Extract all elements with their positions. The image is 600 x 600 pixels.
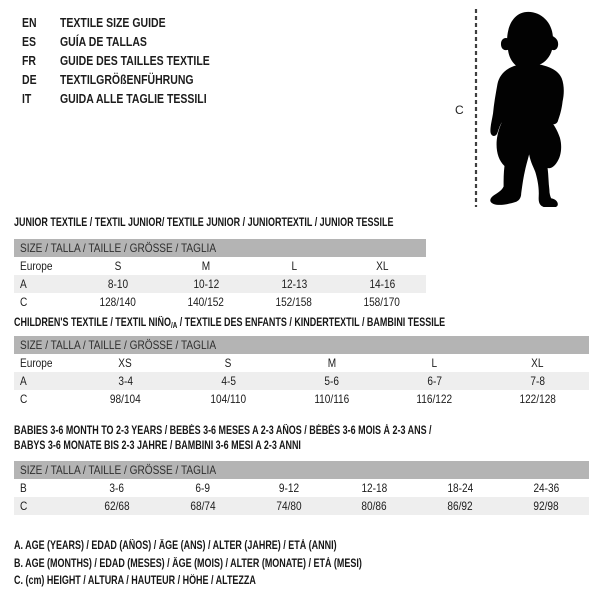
value-cell-text: 3-4 [118, 374, 133, 388]
value-cell-text: 80/86 [361, 499, 388, 513]
row-label [14, 497, 74, 515]
language-code [22, 92, 60, 106]
height-measure-figure [450, 0, 600, 215]
language-code [22, 54, 60, 68]
language-row-de [22, 70, 238, 89]
value-cell-text: 12-18 [361, 481, 388, 495]
language-code-text: EN [22, 15, 37, 30]
row-label [14, 293, 74, 311]
size-cell-text: S [114, 259, 122, 273]
size-cell [486, 354, 589, 372]
size-cell-text: S [225, 356, 232, 370]
size-cell [338, 257, 426, 275]
size-cell-text: L [291, 259, 297, 273]
language-title-text: GUÍA DE TALLAS [60, 34, 147, 49]
language-code-text: FR [22, 53, 37, 68]
value-cell-text: 116/122 [416, 392, 453, 406]
size-cell [383, 354, 486, 372]
table-row-age [14, 275, 426, 293]
language-title [60, 73, 219, 87]
language-code-text: DE [22, 72, 37, 87]
babies-table-title-line2: BABYS 3-6 MONATE BIS 2-3 JAHRE / BAMBINI 3-6 MESI A 2-3 ANNI [14, 440, 301, 452]
value-cell-text: 24-36 [533, 481, 559, 495]
value-cell-text: 18-24 [447, 481, 474, 495]
value-cell-text: 14-16 [369, 277, 395, 291]
value-cell-text: 5-6 [324, 374, 339, 388]
language-code [22, 16, 60, 30]
value-cell-text: 110/116 [314, 392, 349, 406]
language-title [60, 35, 163, 49]
row-label-text: A [20, 374, 27, 388]
value-cell [74, 293, 162, 311]
value-cell-text: 158/170 [363, 295, 401, 309]
table-row-height [14, 497, 589, 515]
value-cell [160, 479, 246, 497]
value-cell [280, 372, 383, 390]
value-cell [250, 275, 338, 293]
value-cell-text: 128/140 [99, 295, 137, 309]
value-cell-text: 3-6 [109, 481, 125, 495]
size-header-text: SIZE / TALLA / TAILLE / GRÖSSE / TAGLIA [20, 338, 217, 352]
babies-table-title-line1: BABIES 3-6 MONTH TO 2-3 YEARS / BEBÉS 3-6 MESES A 2-3 AÑOS / BÉBÉS 3-6 MOIS À 2-3 ANS / [14, 425, 432, 437]
table-row-age-months [14, 479, 589, 497]
value-cell [417, 479, 503, 497]
language-row-fr [22, 51, 238, 70]
size-cell [74, 257, 162, 275]
language-code [22, 73, 60, 87]
value-cell [331, 497, 417, 515]
title-subscript: /A [170, 321, 178, 330]
value-cell [177, 390, 280, 408]
size-cell-text: L [431, 356, 438, 370]
value-cell-text: 86/92 [447, 499, 473, 513]
size-header-bar [14, 239, 426, 257]
value-cell-text: 152/158 [275, 295, 313, 309]
value-cell [250, 293, 338, 311]
value-cell [246, 479, 332, 497]
table-row-height [14, 390, 589, 408]
row-label [14, 479, 74, 497]
value-cell [160, 497, 246, 515]
title-suffix: / TEXTILE DES ENFANTS / KINDERTEXTIL / BAMBINI TESSILE [177, 317, 446, 329]
junior-size-table [14, 239, 426, 311]
value-cell [74, 497, 160, 515]
children-size-table [14, 336, 589, 408]
note-text: A. AGE (YEARS) / EDAD (AÑOS) / ÂGE (ANS) / ALTER (JAHRE) / ETÀ (ANNI) [14, 540, 337, 552]
value-cell-text: 92/98 [533, 499, 559, 513]
value-cell [74, 390, 177, 408]
row-label [14, 257, 74, 275]
value-cell-text: 9-12 [278, 481, 299, 495]
value-cell [74, 479, 160, 497]
language-row-en [22, 13, 238, 32]
table-row-europe [14, 257, 426, 275]
size-cell-text: XL [531, 356, 544, 370]
value-cell-text: 6-9 [195, 481, 211, 495]
value-cell [246, 497, 332, 515]
note-age-years [14, 538, 460, 556]
title-prefix: CHILDREN'S TEXTILE / TEXTIL NIÑO [14, 317, 171, 329]
row-label-text: Europe [20, 259, 53, 273]
row-label-text: A [20, 277, 27, 291]
value-cell [338, 275, 426, 293]
row-label [14, 275, 74, 293]
language-legend [22, 13, 238, 108]
size-cell [177, 354, 280, 372]
language-row-es [22, 32, 238, 51]
note-age-months [14, 556, 460, 574]
value-cell [486, 372, 589, 390]
size-cell-text: XL [375, 259, 389, 273]
height-dashed-line [474, 9, 478, 207]
language-code-text: ES [22, 34, 37, 49]
value-cell-text: 140/152 [187, 295, 225, 309]
language-code [22, 35, 60, 49]
size-cell [162, 257, 250, 275]
value-cell-text: 98/104 [110, 392, 141, 406]
note-height-cm [14, 573, 460, 591]
language-title-text: TEXTILGRÖßENFÜHRUNG [60, 72, 194, 87]
value-cell [331, 479, 417, 497]
row-label [14, 354, 74, 372]
row-label-text: C [20, 295, 28, 309]
value-cell [503, 479, 589, 497]
baby-silhouette-icon [486, 7, 574, 207]
value-cell [162, 293, 250, 311]
row-label-text: B [20, 481, 27, 495]
size-header-text: SIZE / TALLA / TAILLE / GRÖSSE / TAGLIA [20, 463, 217, 477]
value-cell-text: 12-13 [281, 277, 307, 291]
table-row-europe [14, 354, 589, 372]
language-code-text: IT [22, 91, 32, 106]
children-table-title [14, 316, 567, 333]
value-cell [280, 390, 383, 408]
table-row-age [14, 372, 589, 390]
value-cell [74, 372, 177, 390]
language-title-text: TEXTILE SIZE GUIDE [60, 15, 166, 30]
size-header-bar [14, 461, 589, 479]
value-cell-text: 68/74 [190, 499, 216, 513]
value-cell-text: 74/80 [275, 499, 302, 513]
row-label-text: Europe [20, 356, 53, 370]
value-cell [417, 497, 503, 515]
row-label-text: C [20, 392, 28, 406]
value-cell-text: 6-7 [427, 374, 442, 388]
language-title [60, 54, 238, 68]
value-cell-text: 62/68 [104, 499, 130, 513]
language-title [60, 92, 235, 106]
note-text: B. AGE (MONTHS) / EDAD (MESES) / ÂGE (MOIS) / ALTER (MONATE) / ETÀ (MESI) [14, 557, 362, 570]
value-cell-text: 122/128 [519, 392, 556, 406]
row-label [14, 372, 74, 390]
language-title [60, 16, 186, 30]
language-row-it [22, 89, 238, 108]
size-cell [74, 354, 177, 372]
row-label-text: C [20, 499, 28, 513]
note-text: C. (cm) HEIGHT / ALTURA / HAUTEUR / HÖHE / ALTEZZA [14, 575, 256, 587]
value-cell [383, 372, 486, 390]
babies-size-table [14, 461, 589, 515]
value-cell [338, 293, 426, 311]
children-table-title-text [14, 316, 445, 333]
value-cell-text: 8-10 [107, 277, 129, 291]
value-cell [74, 275, 162, 293]
size-cell-text: M [201, 259, 211, 273]
value-cell-text: 104/110 [210, 392, 247, 406]
size-cell-text: M [327, 356, 336, 370]
size-cell-text: XS [118, 356, 133, 370]
babies-table-title [14, 424, 549, 454]
value-cell [383, 390, 486, 408]
size-header-bar [14, 336, 589, 354]
value-cell-text: 4-5 [221, 374, 236, 388]
size-cell [280, 354, 383, 372]
size-cell [250, 257, 338, 275]
row-label [14, 390, 74, 408]
value-cell [162, 275, 250, 293]
value-cell [177, 372, 280, 390]
value-cell [486, 390, 589, 408]
table-row-height [14, 293, 426, 311]
value-cell-text: 7-8 [530, 374, 545, 388]
height-measure-label: C [455, 103, 464, 117]
junior-table-title-text: JUNIOR TEXTILE / TEXTIL JUNIOR/ TEXTILE JUNIOR / JUNIORTEXTIL / JUNIOR TESSILE [14, 217, 394, 229]
language-title-text: GUIDA ALLE TAGLIE TESSILI [60, 91, 207, 106]
language-title-text: GUIDE DES TAILLES TEXTILE [60, 53, 210, 68]
legend-notes [14, 538, 460, 591]
value-cell-text: 10-12 [193, 277, 219, 291]
value-cell [503, 497, 589, 515]
size-header-text: SIZE / TALLA / TAILLE / GRÖSSE / TAGLIA [20, 241, 217, 255]
junior-table-title [14, 216, 500, 231]
